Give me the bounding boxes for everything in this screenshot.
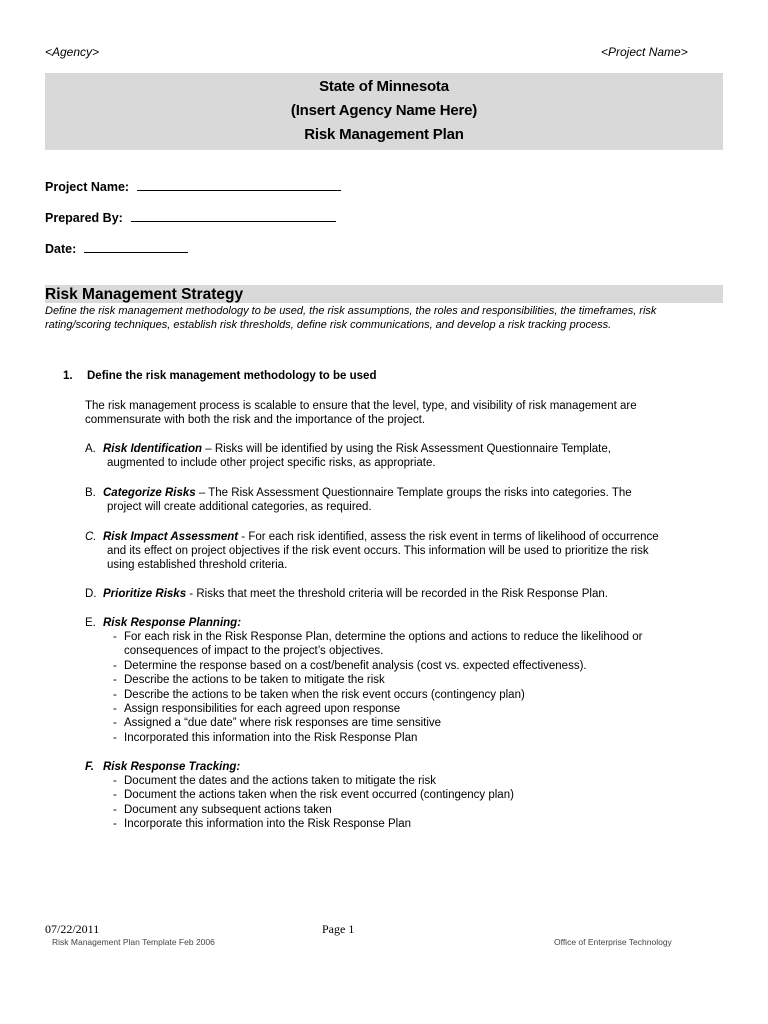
item-a [85,442,705,470]
list-item [113,659,713,673]
bullet-text: Describe the actions to be taken to mitigate the risk [124,674,385,687]
list-item [113,803,713,817]
item-b-letter: B. [85,487,96,499]
footer-page-number: Page 1 [322,922,355,936]
item-d [85,587,705,601]
project-name-label: Project Name: [45,180,130,194]
bullet-text: Describe the actions to be taken when the risk event occurs (contingency plan) [124,688,525,701]
title-agency: (Insert Agency Name Here) [290,102,478,119]
bullet-text: Incorporated this information into the Risk Response Plan [124,731,418,744]
list-item [113,817,713,831]
item-a-line1: Risks will be identified by using the Risk Assessment Questionnaire Template, [214,443,611,455]
item-c-letter: C. [85,531,97,543]
item-e-letter: E. [85,617,96,629]
item-a-term: Risk Identification [103,443,203,455]
project-name-blank[interactable] [137,178,341,191]
project-name-field [45,178,341,194]
footer-date: 07/22/2011 [45,922,100,936]
item-a-line2: augmented to include other project specific risks, as appropriate. [107,457,436,469]
title-state: State of Minnesota [319,78,449,95]
section-intro: Define the risk management methodology to be used, the risk assumptions, the roles and responsibilities, the timeframes, risk rating/scoring techniques, establish risk thresholds, define risk communications, and develop a risk tracking process. [45,305,657,331]
item-c [85,530,705,572]
step-1-number: 1. [63,370,73,382]
list-item [113,630,713,659]
list-item [113,673,713,687]
list-item [113,702,713,716]
item-c-sep: - [238,531,249,543]
item-c-line2: and its effect on project objectives if the risk event occurs. This information will be used to prioritize the risk [107,545,649,557]
bullet-text: Document any subsequent actions taken [124,803,332,816]
prepared-by-field [45,209,336,225]
item-d-sep: - [186,588,197,600]
bullet-text: Document the dates and the actions taken to mitigate the risk [124,775,436,787]
list-item [113,774,713,788]
item-e [85,616,705,630]
item-d-term: Prioritize Risks [103,588,187,600]
project-name-placeholder: <Project Name> [601,45,688,59]
planning-bullets [113,630,713,745]
bullet-text-cont: consequences of impact to the project’s objectives. [124,645,384,658]
item-c-line1: For each risk identified, assess the risk event in terms of likelihood of occurrence [248,531,659,543]
footer-office: Office of Enterprise Technology [554,937,672,947]
step-1-title: Define the risk management methodology to be used [87,370,377,382]
footer-template-name: Risk Management Plan Template Feb 2006 [52,937,215,947]
list-item [113,688,713,702]
item-b [85,486,705,514]
bullet-text: Determine the response based on a cost/benefit analysis (cost vs. expected effectiveness). [124,659,587,672]
list-item [113,716,713,730]
item-c-line3: using established threshold criteria. [107,559,288,571]
bullet-text: Assign responsibilities for each agreed upon response [124,703,401,716]
bullet-text: Assigned a “due date” where risk responses are time sensitive [124,717,442,730]
item-d-letter: D. [85,588,97,600]
step-1-heading [63,370,376,382]
item-d-line1: Risks that meet the threshold criteria will be recorded in the Risk Response Plan. [196,588,608,600]
item-b-line2: project will create additional categories, as required. [107,501,372,513]
title-block [45,73,723,150]
item-e-term: Risk Response Planning: [103,617,242,629]
list-item [113,788,713,802]
item-f-letter: F. [85,761,94,773]
item-b-sep: – [195,487,209,499]
item-b-line1: The Risk Assessment Questionnaire Template groups the risks into categories. The [208,487,632,499]
list-item [113,731,713,745]
item-c-term: Risk Impact Assessment [103,531,239,543]
bullet-text: Document the actions taken when the risk event occurred (contingency plan) [124,789,514,802]
item-b-term: Categorize Risks [103,487,196,499]
section-heading: Risk Management Strategy [45,286,244,303]
bullet-text: For each risk in the Risk Response Plan, determine the options and actions to reduce the likelihood or [124,631,643,643]
step-1-paragraph: The risk management process is scalable to ensure that the level, type, and visibility of risk management are commensurate with both the risk and the importance of the project. [85,400,637,426]
prepared-by-blank[interactable] [131,209,336,222]
date-label: Date: [45,242,77,256]
item-f-term: Risk Response Tracking: [103,761,241,773]
prepared-by-label: Prepared By: [45,211,123,225]
date-blank[interactable] [84,240,188,253]
title-plan: Risk Management Plan [304,126,464,143]
item-f [85,760,705,774]
tracking-bullets [113,774,713,832]
section-heading-bar [45,285,723,303]
item-a-letter: A. [85,443,96,455]
bullet-text: Incorporate this information into the Risk Response Plan [124,818,412,831]
agency-placeholder: <Agency> [45,45,100,59]
date-field [45,240,188,256]
item-a-sep: – [202,443,215,455]
